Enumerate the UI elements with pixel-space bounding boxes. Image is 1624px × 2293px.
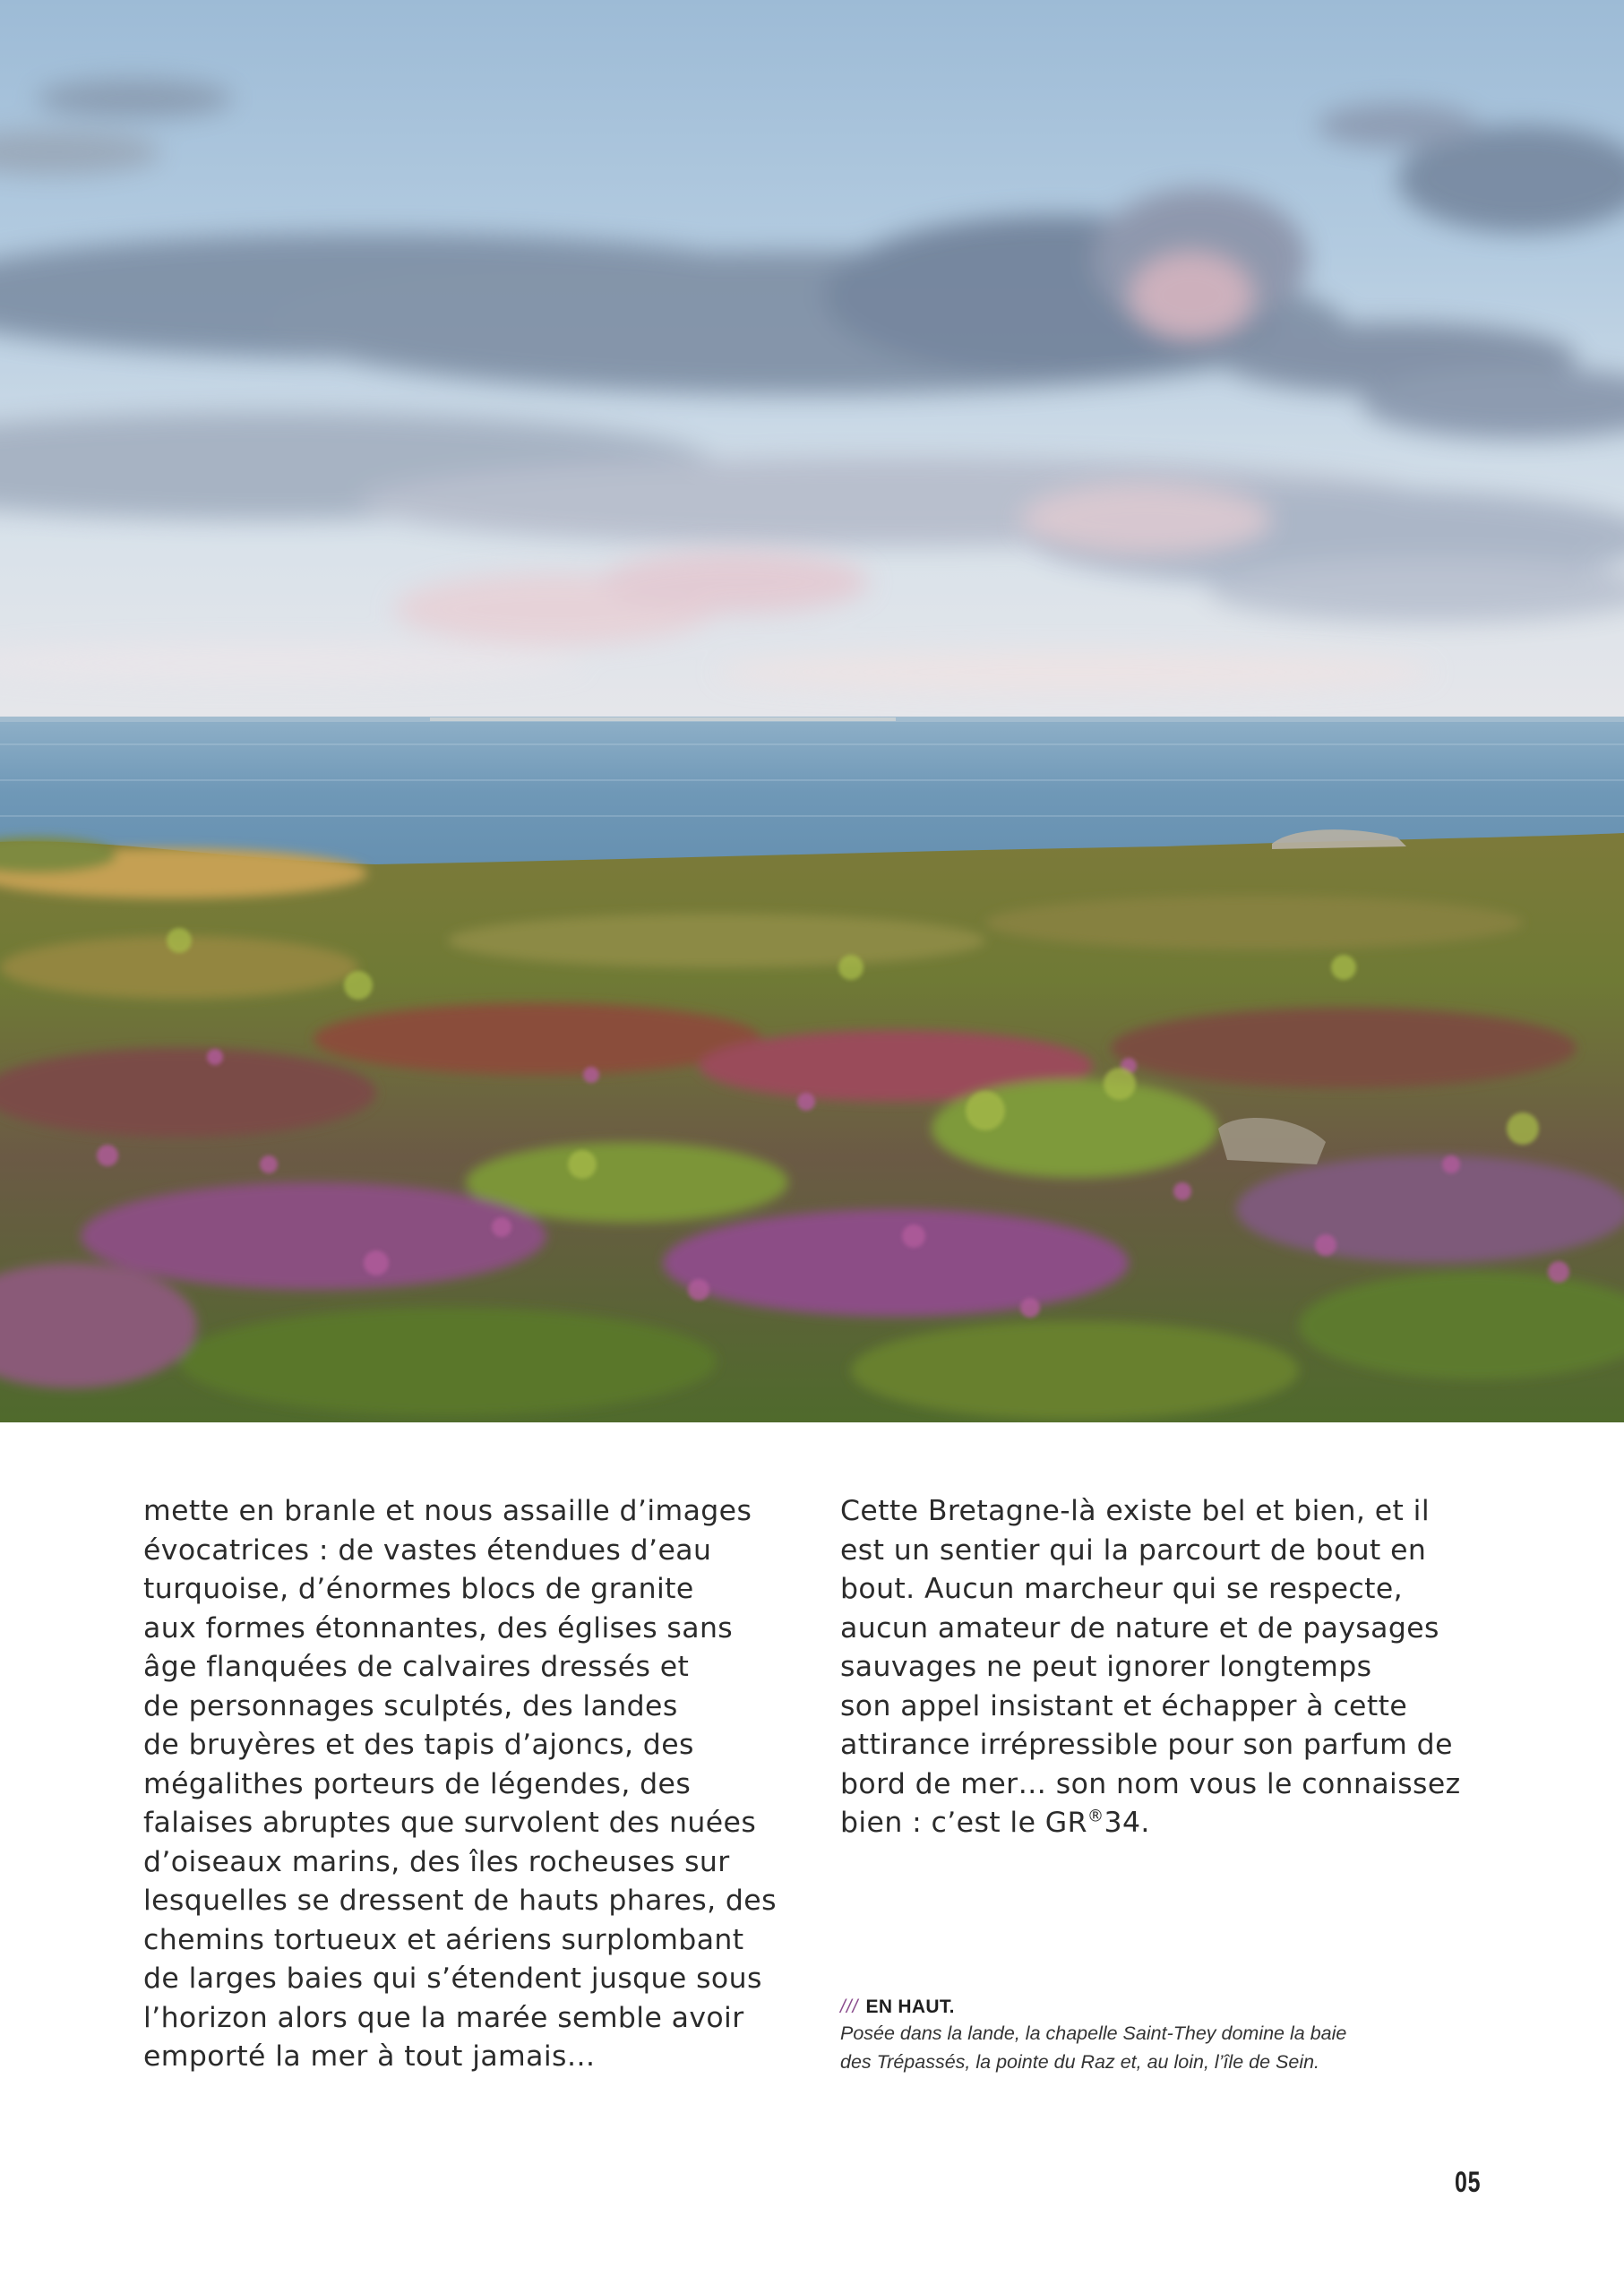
registered-mark: ®: [1087, 1807, 1104, 1826]
caption-line: des Trépassés, la pointe du Raz et, au loin, l’île de Sein.: [840, 2051, 1320, 2073]
body-text-left-column: [143, 1492, 777, 2077]
paragraph-line: emporté la mer à tout jamais…: [143, 2040, 596, 2073]
caption-line: Posée dans la lande, la chapelle Saint-They domine la baie: [840, 2022, 1347, 2044]
paragraph-line: de bruyères et des tapis d’ajoncs, des: [143, 1729, 694, 1761]
paragraph-line: lesquelles se dressent de hauts phares, des: [143, 1885, 777, 1917]
page-number: 05: [1455, 2166, 1482, 2198]
paragraph-line: mette en branle et nous assaille d’images: [143, 1495, 752, 1527]
caption-marker: ///: [840, 1997, 859, 2017]
paragraph-line: bout. Aucun marcheur qui se respecte,: [840, 1573, 1404, 1605]
paragraph-line: attirance irrépressible pour son parfum de: [840, 1729, 1453, 1761]
paragraph-line: chemins tortueux et aériens surplombant: [143, 1923, 744, 1956]
photo-caption: [840, 1996, 1485, 2076]
paragraph-line: Cette Bretagne-là existe bel et bien, et il: [840, 1495, 1430, 1527]
last-line-text: bien : c’est le GR: [840, 1807, 1087, 1839]
paragraph-line: aux formes étonnantes, des églises sans: [143, 1611, 734, 1645]
paragraph-line: est un sentier qui la parcourt de bout en: [840, 1533, 1427, 1567]
paragraph-line: évocatrices : de vastes étendues d’eau: [143, 1533, 712, 1567]
paragraph-line: sauvages ne peut ignorer longtemps: [840, 1651, 1372, 1683]
paragraph-line: mégalithes porteurs de légendes, des: [143, 1767, 692, 1800]
paragraph-line: aucun amateur de nature et de paysages: [840, 1611, 1439, 1645]
caption-heading: EN HAUT.: [865, 1997, 955, 2017]
paragraph-line: l’horizon alors que la marée semble avoir: [143, 2001, 744, 2034]
caption-heading-row: [840, 1996, 1485, 2019]
paragraph-line: de larges baies qui s’étendent jusque sous: [143, 1962, 762, 1995]
paragraph-last-line: [840, 1804, 1461, 1843]
body-text-right-column: [840, 1492, 1461, 1843]
paragraph-line: d’oiseaux marins, des îles rocheuses sur: [143, 1845, 730, 1878]
paragraph-line: de personnages sculptés, des landes: [143, 1689, 678, 1722]
paragraph-line: son appel insistant et échapper à cette: [840, 1689, 1408, 1722]
paragraph-line: âge flanquées de calvaires dressés et: [143, 1651, 690, 1683]
paragraph-line: falaises abruptes que survolent des nuées: [143, 1807, 757, 1839]
paragraph-line: turquoise, d’énormes blocs de granite: [143, 1573, 694, 1605]
trail-number: 34.: [1104, 1807, 1150, 1839]
paragraph-line: bord de mer… son nom vous le connaissez: [840, 1767, 1461, 1800]
